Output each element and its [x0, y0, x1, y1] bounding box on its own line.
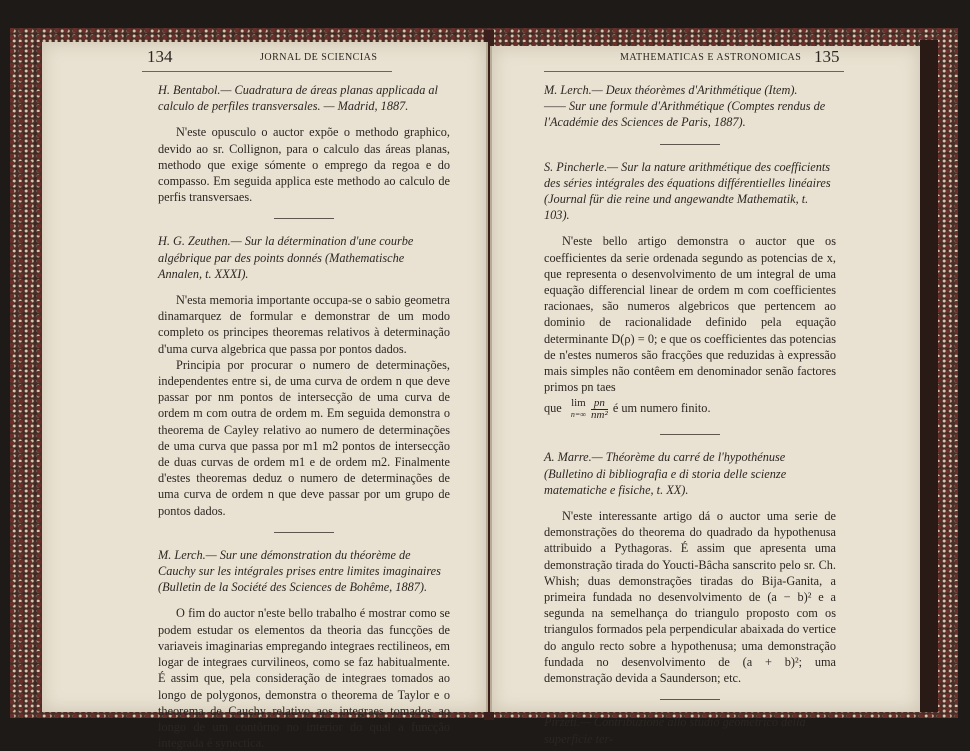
fraction	[591, 398, 608, 421]
bibliography-entry	[158, 547, 450, 751]
entry-heading: H. Bentabol.— Cuadratura de áreas planas applicada al calculo de perfiles transversales. — Madrid, 1887.	[158, 83, 438, 114]
section-separator	[660, 434, 720, 435]
section-separator	[274, 532, 334, 533]
left-page	[42, 42, 488, 751]
book-spine-edge	[920, 40, 938, 712]
page-number: 134	[147, 47, 173, 66]
bibliography-entry	[544, 449, 836, 686]
limit-label: lim	[571, 397, 586, 410]
entry-paragraph: N'este opusculo o auctor expõe o methodo graphico, devido ao sr. Collignon, para o calculo das áreas planas, methodo que exige sómente o emprego da regoa e do compasso. Em seguida applica este methodo ao calculo de perfis transversaes.	[158, 125, 450, 205]
running-head: JORNAL DE SCIENCIAS	[260, 52, 378, 63]
left-page-body	[158, 82, 450, 751]
right-page	[490, 46, 920, 746]
header-rule	[142, 71, 392, 72]
entry-heading: H. G. Zeuthen.— Sur la détermination d'une courbe algébrique par des points donnés (Mathematische Annalen, t. XXXI).	[158, 234, 414, 281]
header-rule	[544, 71, 844, 72]
bibliography-entry	[544, 159, 836, 422]
formula-lead: que	[544, 401, 562, 416]
limit-subscript: n=∞	[570, 410, 586, 420]
entry-heading: M. Lerch.— Deux théorèmes d'Arithmétique (Item).	[544, 83, 798, 97]
section-separator	[274, 218, 334, 219]
entry-heading: S. Pincherle.— Sur la nature arithmétique des coefficients des séries intégrales des équations différentielles linéaires (Journal für die reine und angewandte Mathematik, t. 103).	[544, 159, 831, 223]
bibliography-entry	[544, 714, 836, 746]
page-number: 135	[814, 47, 840, 66]
bibliography-entry	[158, 82, 450, 205]
entry-heading: Pirzeti.— Contribuzione allo studio geometrico della superficie ter-	[544, 715, 806, 746]
entry-paragraph: N'este interessante artigo dá o auctor uma serie de demonstrações do theorema do quadrado da hypothenusa attribuido a Pythagoras. É assim que apresenta uma demonstração tirada do Youcti-Bâcha sanscrito pelo sr. Ch. Whish; duas demonstrações tiradas do Bija-Ganita, a primeira fundada no desenvolvimento de (a − b)² e a segunda na semelhança do triangulo proposto com os triangulos formados pela perpendicular abaixada do vertice do angulo recto sobre a hypothenusa; uma demonstração fundada no desenvolvimento de (a + b)²; uma demonstração devida a Saunderson; etc.	[544, 509, 836, 686]
entry-paragraph: O fim do auctor n'este bello trabalho é mostrar como se podem estudar os elementos da theoria das funcções de variaveis imaginarias empregando integraes rectilineos, em logar de integraes curvilineos, como se faz habitualmente. É assim que, pela consideração de integraes tomados ao longo de polygonos, demonstra o theorema de Taylor e o theorema de Cauchy relativo aos integraes tomados ao longo de um contôrno no interior do qual a funcção integrada é synectica.	[158, 606, 450, 751]
limit-operator	[571, 397, 586, 421]
fraction-denominator: nm²	[591, 408, 608, 421]
bibliography-entry	[158, 233, 450, 518]
running-head: MATHEMATICAS E ASTRONOMICAS	[620, 52, 802, 63]
entry-paragraph: N'este bello artigo demonstra o auctor que os coefficientes da serie ordenada segundo as potencias de x, que representa o desenvolvimento de um integral de uma equação differencial linear de ordem m com coefficientes racionaes, são numeros algebricos que pertencem ao dominio de racionalidade definido pela equação determinante D(ρ) = 0; e que os coefficientes das potencias de n'estes numeros são fracções que reduzidas à expressão mais simples não contêem em denominador senão factores primos pn taes	[544, 234, 836, 395]
right-page-body	[544, 82, 836, 747]
fraction-numerator: pn	[591, 398, 608, 410]
limit-formula	[544, 397, 836, 421]
entry-heading: A. Marre.— Théorème du carré de l'hypothénuse (Bulletino di bibliografia e di storia delle scienze matematiche e fisiche, t. XX).	[544, 450, 787, 497]
section-separator	[660, 699, 720, 700]
formula-tail: é um numero finito.	[612, 401, 711, 416]
entry-paragraph: N'esta memoria importante occupa-se o sabio geometra dinamarquez de formular e demonstrar de um modo completo os principes theoremas relativos à determinação d'uma curva algebrica que passa por pontos dados.	[158, 293, 450, 356]
entry-heading-secondary: —— Sur une formule d'Arithmétique (Comptes rendus de l'Académie des Sciences de Paris, 1887).	[544, 99, 826, 130]
section-separator	[660, 144, 720, 145]
entry-paragraph: Principia por procurar o numero de determinações, independentes entre si, de uma curva de ordem n que deve passar por nm pontos de intersecção de uma curva de ordem m com outra de ordem m. Em seguida demonstra o theorema de Cayley relativo ao numero de determinações de uma curva que passa por m1 m2 pontos de intersecção de duas curvas de ordem m1 e de ordem m2. Finalmente d'estes theoremas deduz o numero de determinações de uma curva de ordem n que deve passar por um grupo de pontos dados.	[158, 357, 450, 518]
bibliography-entry	[544, 82, 836, 131]
entry-heading: M. Lerch.— Sur une démonstration du théorème de Cauchy sur les intégrales prises entre limites imaginaires (Bulletin de la Société des Sciences de Bohême, 1887).	[158, 547, 441, 595]
